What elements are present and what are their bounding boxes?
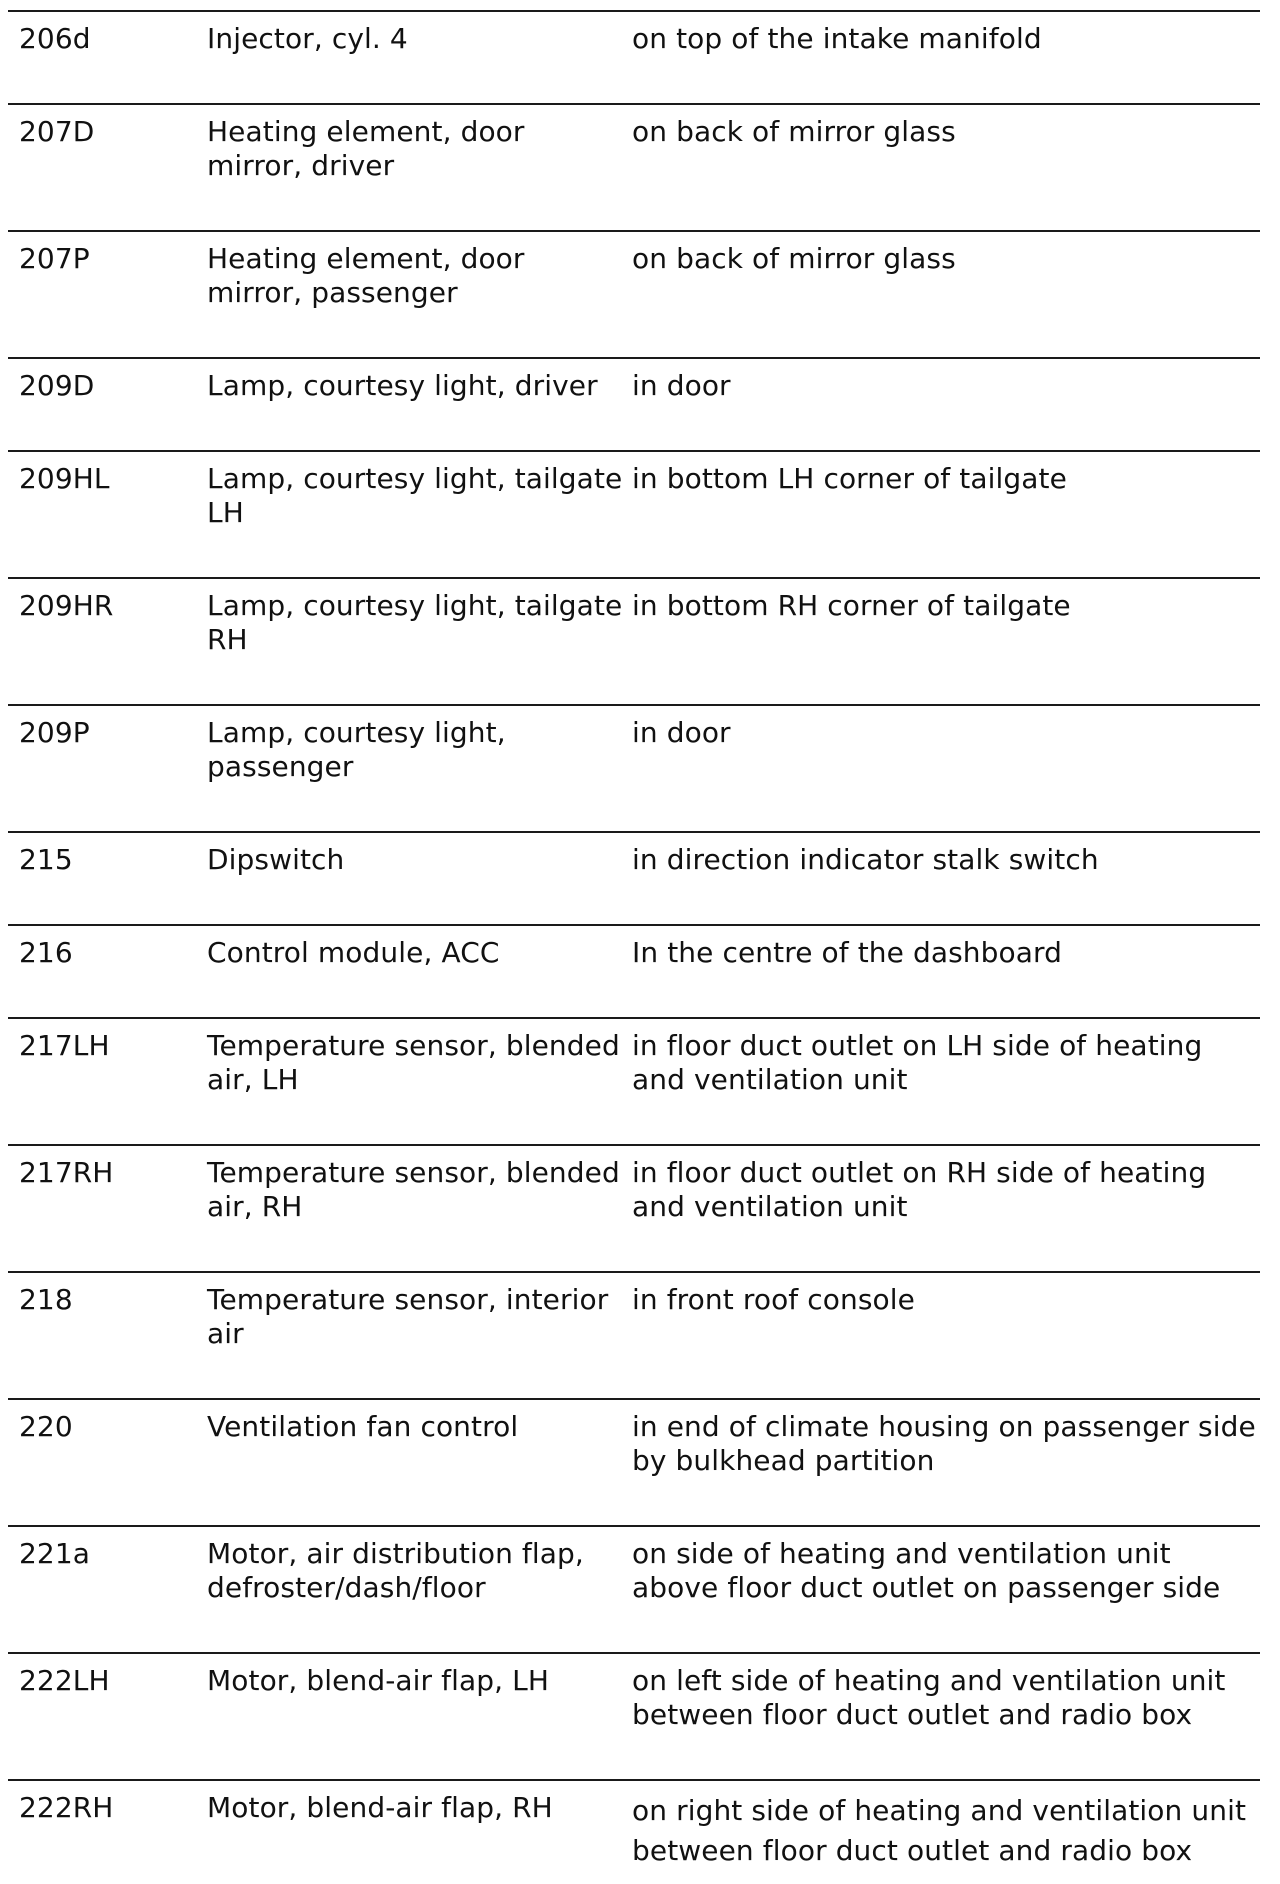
component-location: in end of climate housing on passenger side by bulkhead partition [632, 1410, 1256, 1477]
component-code: 209D [19, 369, 95, 402]
component-code: 222RH [19, 1791, 114, 1824]
component-name: Motor, blend-air flap, LH [207, 1664, 549, 1697]
table-row [8, 1017, 1260, 1144]
table-row [8, 1525, 1260, 1652]
component-location: in floor duct outlet on LH side of heating and ventilation unit [632, 1029, 1203, 1096]
table-row [8, 577, 1260, 704]
table-row [8, 831, 1260, 924]
component-code: 221a [19, 1537, 91, 1570]
component-location: on back of mirror glass [632, 242, 956, 275]
component-location: in floor duct outlet on RH side of heating and ventilation unit [632, 1156, 1207, 1223]
table-row [8, 450, 1260, 577]
component-code: 216 [19, 936, 73, 969]
component-location: on side of heating and ventilation unit above floor duct outlet on passenger side [632, 1537, 1221, 1604]
table-row [8, 230, 1260, 357]
table-row [8, 357, 1260, 450]
component-location: in door [632, 716, 731, 749]
component-location: in direction indicator stalk switch [632, 843, 1099, 876]
component-code: 207D [19, 115, 95, 148]
component-name: Dipswitch [207, 843, 345, 876]
component-name: Temperature sensor, blended air, LH [207, 1029, 620, 1096]
component-code: 217RH [19, 1156, 114, 1189]
table-row [8, 1144, 1260, 1271]
table-row [8, 10, 1260, 103]
component-name: Lamp, courtesy light, passenger [207, 716, 506, 783]
component-code: 215 [19, 843, 73, 876]
component-location: in bottom LH corner of tailgate [632, 462, 1067, 495]
component-name: Lamp, courtesy light, tailgate RH [207, 589, 623, 656]
component-code: 222LH [19, 1664, 110, 1697]
component-code: 207P [19, 242, 90, 275]
component-location: on left side of heating and ventilation unit between floor duct outlet and radio box [632, 1664, 1226, 1731]
component-location: in door [632, 369, 731, 402]
table-row [8, 103, 1260, 230]
table-row [8, 1398, 1260, 1525]
component-name: Motor, air distribution flap, defroster/dash/floor [207, 1537, 584, 1604]
component-name: Heating element, door mirror, passenger [207, 242, 525, 309]
component-location: In the centre of the dashboard [632, 936, 1062, 969]
component-code: 209P [19, 716, 90, 749]
table-row [8, 704, 1260, 831]
component-name: Temperature sensor, blended air, RH [207, 1156, 620, 1223]
table-row [8, 1271, 1260, 1398]
component-code: 206d [19, 22, 91, 55]
component-name: Lamp, courtesy light, tailgate LH [207, 462, 623, 529]
component-location: on top of the intake manifold [632, 22, 1042, 55]
component-name: Motor, blend-air flap, RH [207, 1791, 553, 1824]
table-row [8, 1779, 1260, 1879]
component-location: in front roof console [632, 1283, 915, 1316]
component-name: Temperature sensor, interior air [207, 1283, 609, 1350]
component-code: 220 [19, 1410, 73, 1443]
component-name: Heating element, door mirror, driver [207, 115, 525, 182]
component-name: Lamp, courtesy light, driver [207, 369, 598, 402]
component-code: 209HL [19, 462, 110, 495]
component-location: on right side of heating and ventilation unit between floor duct outlet and radio box [632, 1794, 1247, 1867]
table-row [8, 924, 1260, 1017]
component-name: Injector, cyl. 4 [207, 22, 408, 55]
component-name: Control module, ACC [207, 936, 500, 969]
component-code: 218 [19, 1283, 73, 1316]
component-code: 217LH [19, 1029, 110, 1062]
component-code: 209HR [19, 589, 114, 622]
component-location-table [8, 10, 1260, 1879]
component-location: on back of mirror glass [632, 115, 956, 148]
table-row [8, 1652, 1260, 1779]
component-location: in bottom RH corner of tailgate [632, 589, 1071, 622]
component-name: Ventilation fan control [207, 1410, 519, 1443]
